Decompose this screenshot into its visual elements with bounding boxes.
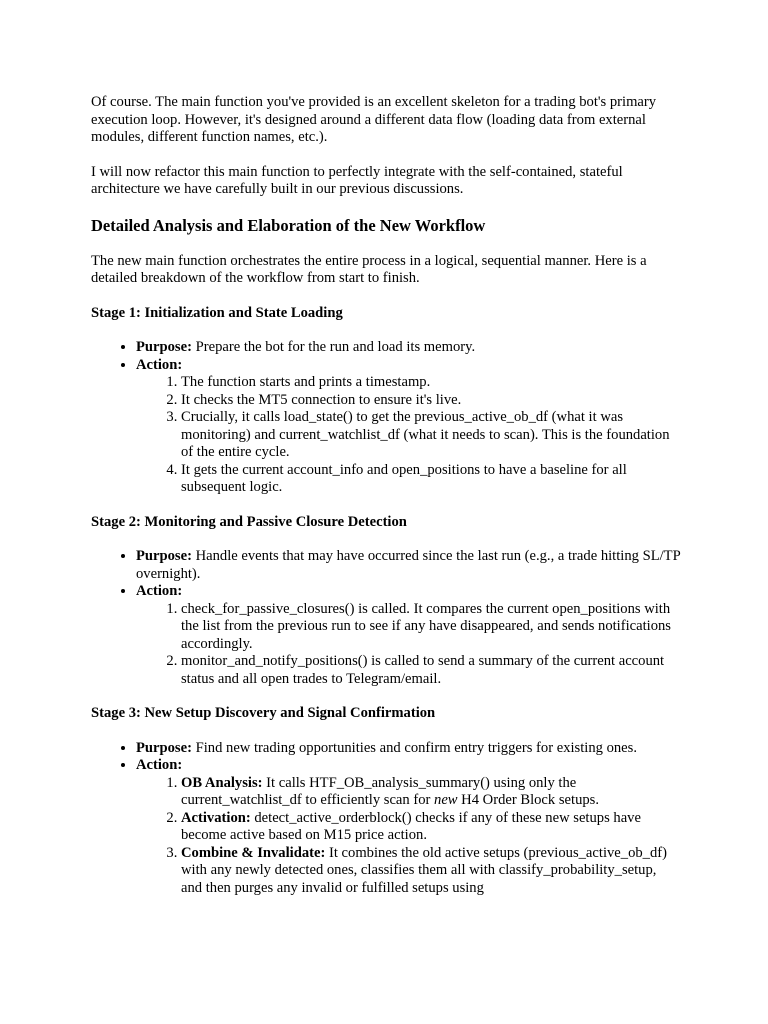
stage-1-heading: Stage 1: Initialization and State Loading xyxy=(91,304,343,321)
list-item: 2. monitor_and_notify_positions() is called to send a summary of the current account status and all open trades to Telegram/email. xyxy=(181,653,681,688)
stage-2-heading: Stage 2: Monitoring and Passive Closure Detection xyxy=(91,513,407,530)
action-label: Action: xyxy=(136,356,183,373)
document-body xyxy=(91,94,681,914)
stage-3-list xyxy=(91,740,681,898)
step-text: detect_active_orderblock() checks if any of these new setups have become active based on M15 price action. xyxy=(181,809,641,843)
stage-3-steps xyxy=(136,775,681,898)
stage-3-purpose-text: Find new trading opportunities and confirm entry triggers for existing ones. xyxy=(195,739,637,756)
list-item xyxy=(181,775,681,810)
action-label: Action: xyxy=(136,583,183,599)
stage-2-action-item xyxy=(136,583,681,688)
stage-2-purpose-text: Handle events that may have occurred since the last run (e.g., a trade hitting SL/TP overnight). xyxy=(136,548,681,582)
list-item: 1. check_for_passive_closures() is called. It compares the current open_positions with the list from the previous run to see if any have disappeared, and sends notifications accordingly. xyxy=(181,601,681,654)
list-item: 2. It checks the MT5 connection to ensure it's live. xyxy=(181,392,681,410)
stage-1-list xyxy=(91,339,681,497)
stage-2-list xyxy=(91,548,681,688)
intro-paragraph-1: Of course. The main function you've provided is an excellent skeleton for a trading bot's primary execution loop. However, it's designed around a different data flow (loading data from external modules, different function names, etc.). xyxy=(91,94,657,145)
step-text-post: H4 Order Block setups. xyxy=(457,792,599,808)
list-item: 4. It gets the current account_info and open_positions to have a baseline for all subsequent logic. xyxy=(181,462,681,497)
list-item xyxy=(181,845,681,898)
stage-3-purpose-item xyxy=(136,740,681,758)
purpose-label: Purpose: xyxy=(136,548,192,564)
stage-3-action-item xyxy=(136,757,681,897)
purpose-label: Purpose: xyxy=(136,739,192,756)
list-item: 3. Crucially, it calls load_state() to get the previous_active_ob_df (what it was monitoring) and current_watchlist_df (what it needs to scan). This is the foundation of the entire cycle. xyxy=(181,409,681,462)
list-item xyxy=(181,810,681,845)
stage-3-heading: Stage 3: New Setup Discovery and Signal Confirmation xyxy=(91,705,436,721)
stage-2-purpose-item xyxy=(136,548,681,583)
stage-1-purpose-text: Prepare the bot for the run and load its memory. xyxy=(195,339,476,355)
intro-paragraph-2: I will now refactor this main function to perfectly integrate with the self-contained, stateful architecture we have carefully built in our previous discussions. xyxy=(91,163,623,197)
step-text-pre: It calls HTF_OB_analysis_summary() using only the current_watchlist_df to efficiently scan for xyxy=(181,774,577,808)
section-heading: Detailed Analysis and Elaboration of the New Workflow xyxy=(91,215,486,235)
step-text: It combines the old active setups (previous_active_ob_df) with any newly detected ones, classifies them all with classify_probability_setup, and then purges any invalid or fulfilled setups using xyxy=(181,844,667,896)
emphasis-text: new xyxy=(434,792,458,808)
section-intro: The new main function orchestrates the entire process in a logical, sequential manner. Here is a detailed breakdown of the workflow from start to finish. xyxy=(91,252,647,286)
action-label: Action: xyxy=(136,757,183,773)
list-item: 1. The function starts and prints a timestamp. xyxy=(181,374,681,392)
step-label: Activation: xyxy=(181,809,251,826)
stage-1-purpose-item xyxy=(136,339,681,357)
stage-1-steps xyxy=(136,374,681,497)
stage-1-action-item xyxy=(136,357,681,497)
step-label: OB Analysis: xyxy=(181,774,263,791)
step-label: Combine & Invalidate: xyxy=(181,844,326,861)
purpose-label: Purpose: xyxy=(136,339,192,355)
stage-2-steps xyxy=(136,601,681,689)
